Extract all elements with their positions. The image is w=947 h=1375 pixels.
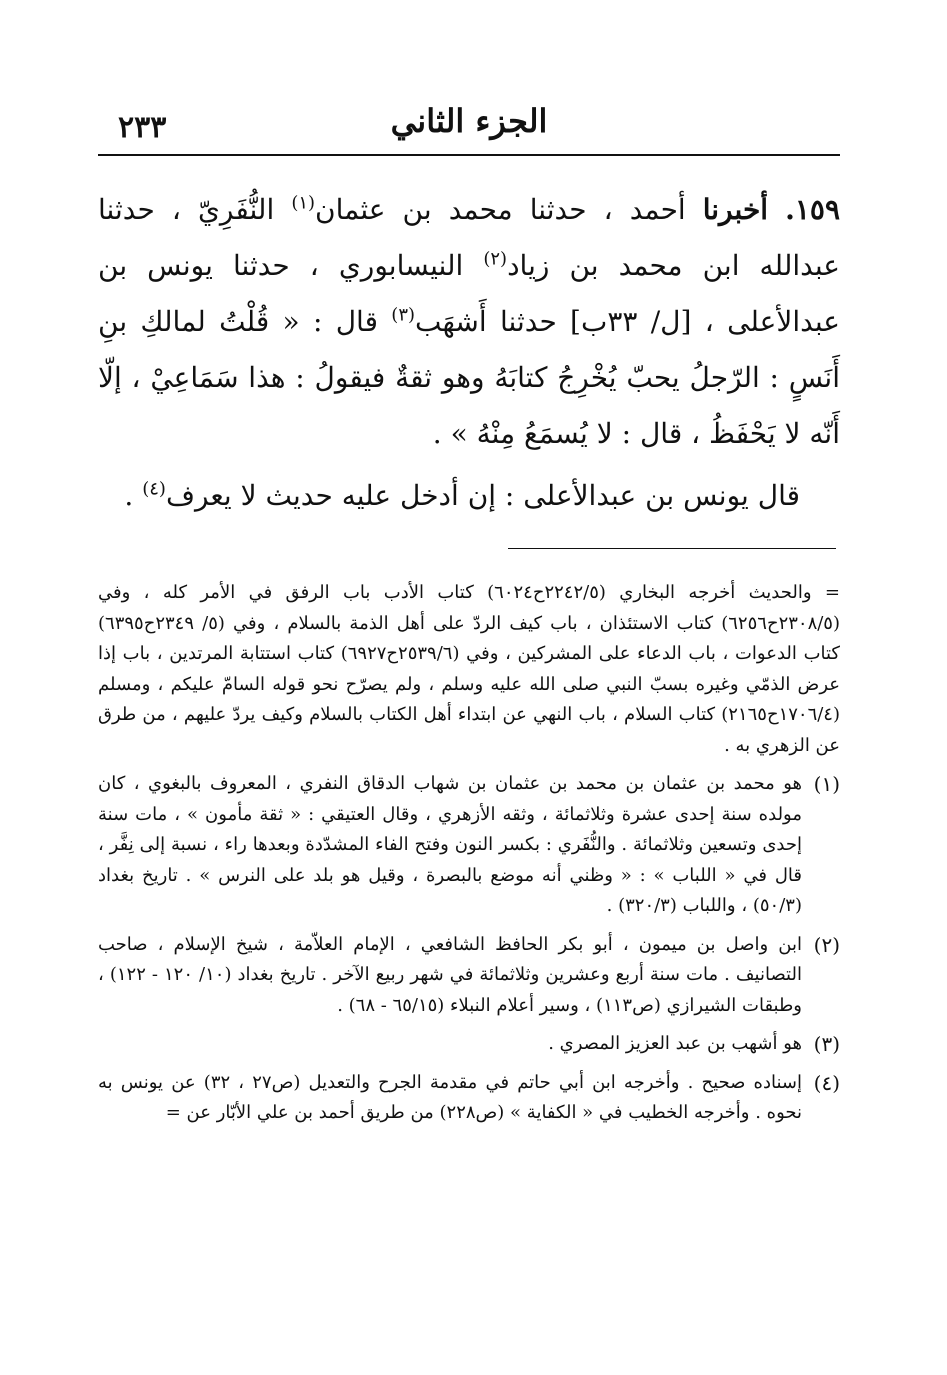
- footnote-3: [98, 1029, 840, 1060]
- footnote-2: [98, 930, 840, 1022]
- footnote-mark: (١): [813, 772, 840, 796]
- page-header: [98, 92, 840, 162]
- footnote-4: [98, 1068, 840, 1129]
- hadith-text-1: أحمد ، حدثنا محمد بن عثمان: [315, 193, 703, 226]
- main-text: [98, 182, 840, 524]
- hadith-number: ١٥٩.: [785, 193, 840, 226]
- footnote-1: [98, 769, 840, 922]
- footnote-ref-2[interactable]: (٢): [483, 248, 508, 270]
- comment-end: .: [124, 479, 143, 512]
- footnote-text: إسناده صحيح . وأخرجه ابن أبي حاتم في مقدمة الجرح والتعديل (ص٢٧ ، ٣٢) عن يونس به نحوه . وأخرجه الخطيب في « الكفاية » (ص٢٢٨) من طريق أحمد بن علي الأبّار عن =: [98, 1071, 802, 1123]
- footnote-text: هو محمد بن عثمان بن محمد بن عثمان بن شهاب الدقاق النفري ، المعروف بالبغوي ، كان مولده سنة إحدى عشرة وثلاثمائة ، وثقه الأزهري ، وقال العتيقي : « ثقة مأمون » ، مات سنة إحدى وتسعين وثلاثمائة . والنُّفَري : بكسر النون وفتح الفاء المشدّدة وبعدها راء ، نسبة إلى نِفَّر ، قال في « اللباب » : « وظني أنه موضع بالبصرة ، وقيل هو بلد على النرس » . تاريخ بغداد (٥٠/٣) ، واللباب (٣٢٠/٣) .: [98, 773, 802, 916]
- footnote-text: هو أشهب بن عبد العزيز المصري .: [548, 1033, 802, 1054]
- footnote-mark: (٢): [813, 932, 840, 957]
- footnotes: [98, 578, 840, 1129]
- page-number: ٢٣٣: [118, 110, 167, 145]
- lead-word: أخبرنا: [702, 193, 769, 226]
- footnote-ref-3[interactable]: (٣): [391, 304, 416, 326]
- footnote-mark: (٤): [813, 1070, 840, 1095]
- footnote-ref-1[interactable]: (١): [291, 192, 316, 214]
- comment-paragraph: [98, 468, 840, 524]
- running-head: الجزء الثاني: [390, 102, 548, 140]
- hadith-text-2: النُّفَرِيّ ، حدثنا عبدالله ابن محمد بن زياد: [98, 193, 840, 282]
- footnote-rule: [508, 548, 836, 549]
- footnote-continuation: = والحديث أخرجه البخاري (٢٢٤٢/٥ح٦٠٢٤) كتاب الأدب باب الرفق في الأمر كله ، وفي (٢٣٠٨/٥ح٦٢٥٦) كتاب الاستئذان ، باب كيف الردّ على أهل الذمة بالسلام ، وفي (٥/ ٢٣٤٩ح٦٣٩٥) كتاب الدعوات ، باب الدعاء على المشركين ، وفي (٢٥٣٩/٦ح٦٩٢٧) كتاب استتابة المرتدين ، باب إذا عرض الذمّي وغيره بسبّ النبي صلى الله عليه وسلم ، ولم يصرّح نحو قوله السامّ عليكم ، ومسلم (١٧٠٦/٤ح٢١٦٥) كتاب السلام ، باب النهي عن ابتداء أهل الكتاب بالسلام وكيف يردّ عليهم ، من طرق عن الزهري به .: [98, 582, 841, 756]
- hadith-text-4: قال : « قُلْتُ لمالكِ بنِ أَنَسٍ : الرّجلُ يحبّ يُخْرِجُ كتابَهُ وهو ثقةٌ فيقولُ : هذا سَمَاعِيْ ، إلّا أَنّه لا يَحْفَظُ ، قال : لا يُسمَعُ مِنْهُ » .: [98, 305, 840, 450]
- hadith-text-3: النيسابوري ، حدثنا يونس بن عبدالأعلى ، [ل/ ٣٣ب] حدثنا أَشهَب: [98, 249, 840, 338]
- comment-text: قال يونس بن عبدالأعلى : إن أدخل عليه حديث لا يعرف: [165, 479, 800, 512]
- footnote-mark: (٣): [813, 1032, 840, 1056]
- hadith-paragraph: [98, 182, 840, 462]
- footnote-ref-4[interactable]: (٤): [142, 478, 166, 500]
- footnote-text: ابن واصل بن ميمون ، أبو بكر الحافظ الشافعي ، الإمام العلاّمة ، شيخ الإسلام ، صاحب التصانيف . مات سنة أربع وعشرين وثلاثمائة في شهر ربيع الآخر . تاريخ بغداد (١٠/ ١٢٠ - ١٢٢) ، وطبقات الشيرازي (ص١١٣) ، وسير أعلام النبلاء (٦٥/١٥ - ٦٨) .: [98, 933, 802, 1016]
- header-rule: [98, 154, 840, 156]
